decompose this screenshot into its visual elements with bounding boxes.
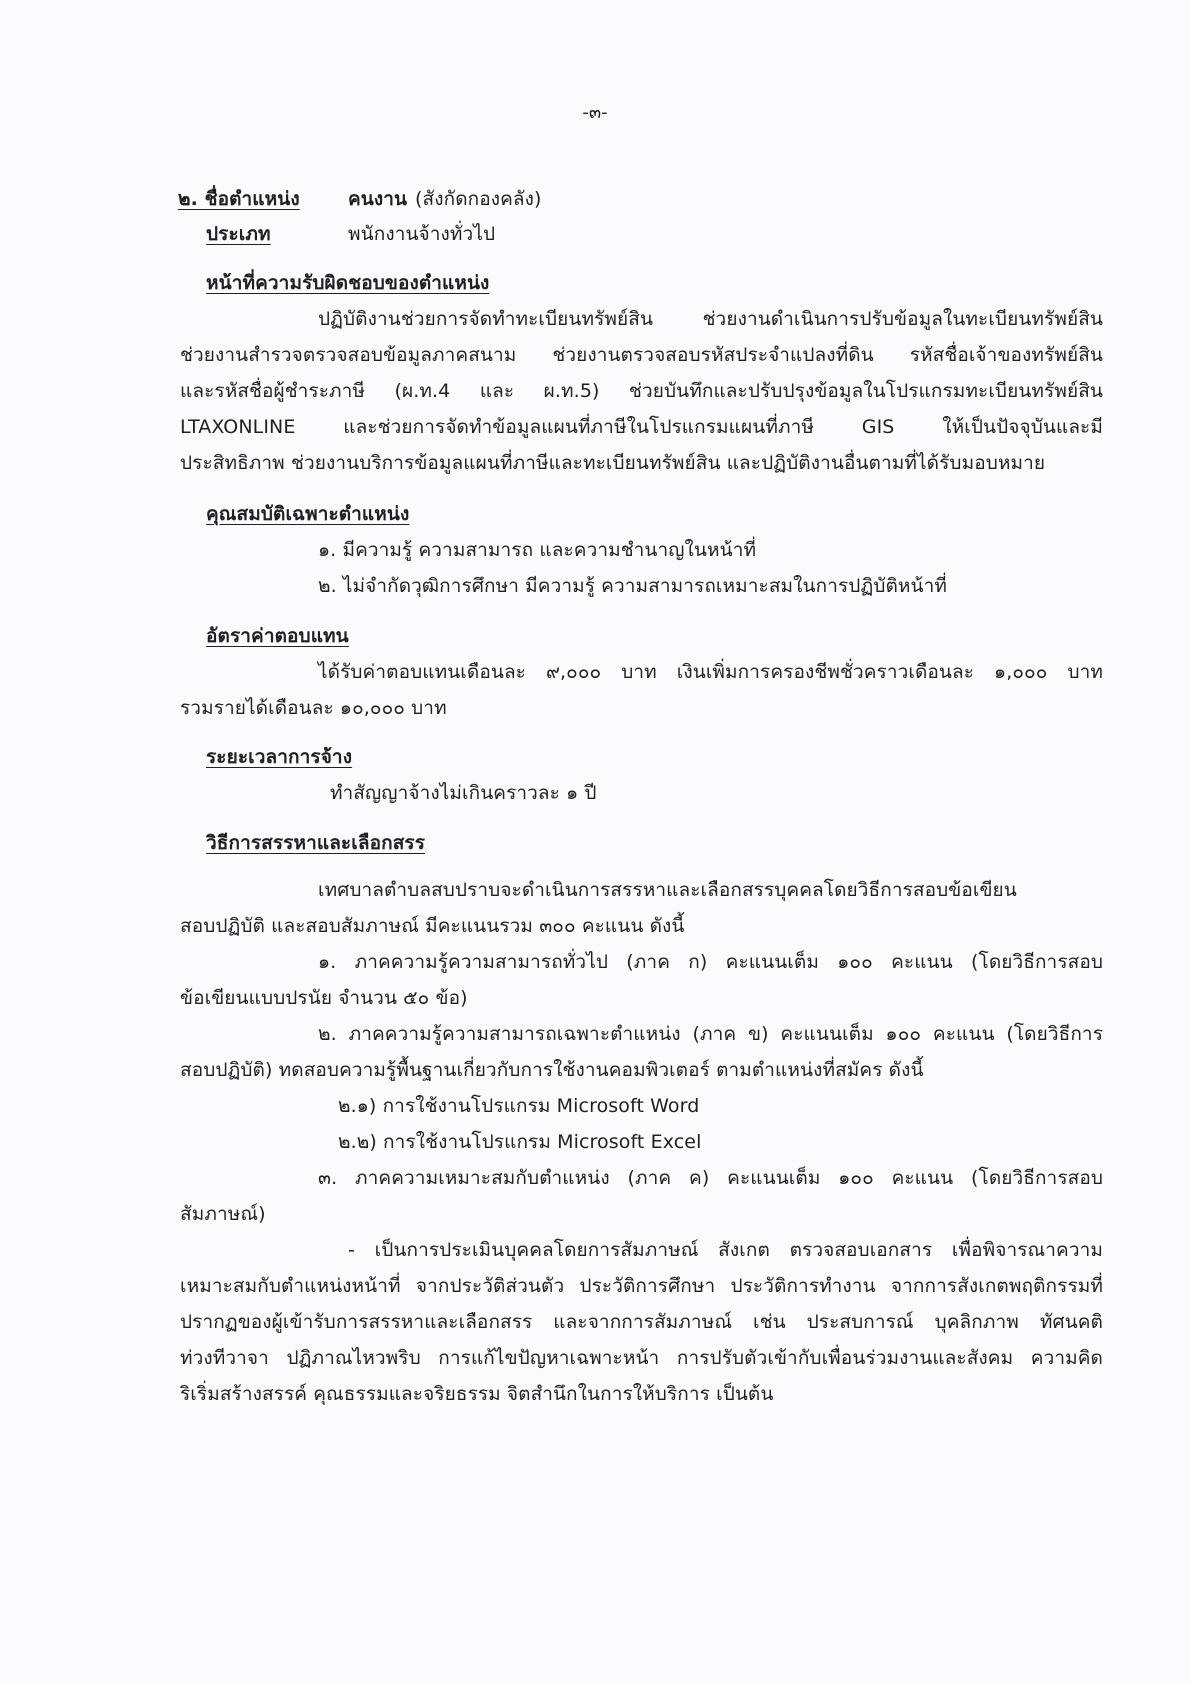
part-c-line: ๓. ภาคความเหมาะสมกับตำแหน่ง (ภาค ค) คะแนนเต็ม ๑๐๐ คะแนน (โดยวิธีการสอบ bbox=[318, 1167, 1103, 1189]
duties-line: ช่วยงานสำรวจตรวจสอบข้อมูลภาคสนาม ช่วยงานตรวจสอบรหัสประจำแปลงที่ดิน รหัสชื่อเจ้าของทรัพย์สิน bbox=[180, 344, 1103, 366]
part-a-line: ข้อเขียนแบบปรนัย จำนวน ๕๐ ข้อ) bbox=[180, 987, 468, 1009]
duties-line: ประสิทธิภาพ ช่วยงานบริการข้อมูลแผนที่ภาษีและทะเบียนทรัพย์สิน และปฏิบัติงานอื่นตามที่ได้รับมอบหมาย bbox=[180, 452, 1046, 474]
compensation-heading: อัตราค่าตอบแทน bbox=[206, 625, 349, 647]
selection-intro: เทศบาลตำบลสบปราบจะดำเนินการสรรหาและเลือกสรรบุคคลโดยวิธีการสอบข้อเขียน bbox=[318, 879, 1017, 901]
duties-line: ปฏิบัติงานช่วยการจัดทำทะเบียนทรัพย์สิน ช่วยงานดำเนินการปรับข้อมูลในทะเบียนทรัพย์สิน bbox=[318, 308, 1103, 330]
part-c-detail: ริเริ่มสร้างสรรค์ คุณธรรมและจริยธรรม จิตสำนึกในการให้บริการ เป็นต้น bbox=[180, 1383, 774, 1405]
part-c-detail: ปรากฏของผู้เข้ารับการสรรหาและเลือกสรร และจากการสัมภาษณ์ เช่น ประสบการณ์ บุคลิกภาพ ทัศนคติ bbox=[180, 1311, 1103, 1333]
part-b-item: ๒.๒) การใช้งานโปรแกรม Microsoft Excel bbox=[338, 1131, 702, 1153]
position-title: คนงาน bbox=[348, 188, 408, 210]
part-b-item: ๒.๑) การใช้งานโปรแกรม Microsoft Word bbox=[338, 1095, 700, 1117]
position-label: ๒. ชื่อตำแหน่ง bbox=[178, 188, 300, 210]
compensation-line: ได้รับค่าตอบแทนเดือนละ ๙,๐๐๐ บาท เงินเพิ่มการครองชีพชั่วคราวเดือนละ ๑,๐๐๐ บาท bbox=[318, 661, 1103, 683]
part-c-line: สัมภาษณ์) bbox=[180, 1203, 266, 1225]
part-b-line: ๒. ภาคความรู้ความสามารถเฉพาะตำแหน่ง (ภาค ข) คะแนนเต็ม ๑๐๐ คะแนน (โดยวิธีการ bbox=[318, 1023, 1103, 1045]
duties-line: และรหัสชื่อผู้ชำระภาษี (ผ.ท.4 และ ผ.ท.5) ช่วยบันทึกและปรับปรุงข้อมูลในโปรแกรมทะเบียนทรัพย์สิน bbox=[180, 380, 1103, 402]
selection-heading: วิธีการสรรหาและเลือกสรร bbox=[206, 832, 425, 854]
position-department: (สังกัดกองคลัง) bbox=[415, 188, 542, 210]
part-a-line: ๑. ภาคความรู้ความสามารถทั่วไป (ภาค ก) คะแนนเต็ม ๑๐๐ คะแนน (โดยวิธีการสอบ bbox=[318, 951, 1103, 973]
part-c-detail: ท่วงทีวาจา ปฏิภาณไหวพริบ การแก้ไขปัญหาเฉพาะหน้า การปรับตัวเข้ากับเพื่อนร่วมงานและสังคม ความคิด bbox=[180, 1347, 1103, 1369]
employment-period-heading: ระยะเวลาการจ้าง bbox=[206, 746, 353, 768]
part-b-line: สอบปฏิบัติ) ทดสอบความรู้พื้นฐานเกี่ยวกับการใช้งานคอมพิวเตอร์ ตามตำแหน่งที่สมัคร ดังนี้ bbox=[180, 1059, 924, 1081]
compensation-line: รวมรายได้เดือนละ ๑๐,๐๐๐ บาท bbox=[180, 697, 447, 719]
part-c-detail: - เป็นการประเมินบุคคลโดยการสัมภาษณ์ สังเกต ตรวจสอบเอกสาร เพื่อพิจารณาความ bbox=[348, 1239, 1103, 1261]
type-value: พนักงานจ้างทั่วไป bbox=[348, 223, 496, 245]
qualification-item: ๒. ไม่จำกัดวุฒิการศึกษา มีความรู้ ความสามารถเหมาะสมในการปฏิบัติหน้าที่ bbox=[318, 575, 948, 597]
selection-intro: สอบปฏิบัติ และสอบสัมภาษณ์ มีคะแนนรวม ๓๐๐ คะแนน ดังนี้ bbox=[180, 915, 685, 937]
part-c-detail: เหมาะสมกับตำแหน่งหน้าที่ จากประวัติส่วนตัว ประวัติการศึกษา ประวัติการทำงาน จากการสังเกตพฤติกรรมที่ bbox=[180, 1275, 1103, 1297]
qualification-item: ๑. มีความรู้ ความสามารถ และความชำนาญในหน้าที่ bbox=[318, 539, 757, 561]
duties-heading: หน้าที่ความรับผิดชอบของตำแหน่ง bbox=[206, 272, 490, 294]
type-label: ประเภท bbox=[206, 223, 271, 245]
duties-line: LTAXONLINE และช่วยการจัดทำข้อมูลแผนที่ภาษีในโปรแกรมแผนที่ภาษี GIS ให้เป็นปัจจุบันและมี bbox=[180, 416, 1103, 438]
qualifications-heading: คุณสมบัติเฉพาะตำแหน่ง bbox=[206, 503, 410, 525]
page-number: -๓- bbox=[582, 102, 608, 123]
employment-period-text: ทำสัญญาจ้างไม่เกินคราวละ ๑ ปี bbox=[330, 782, 597, 804]
